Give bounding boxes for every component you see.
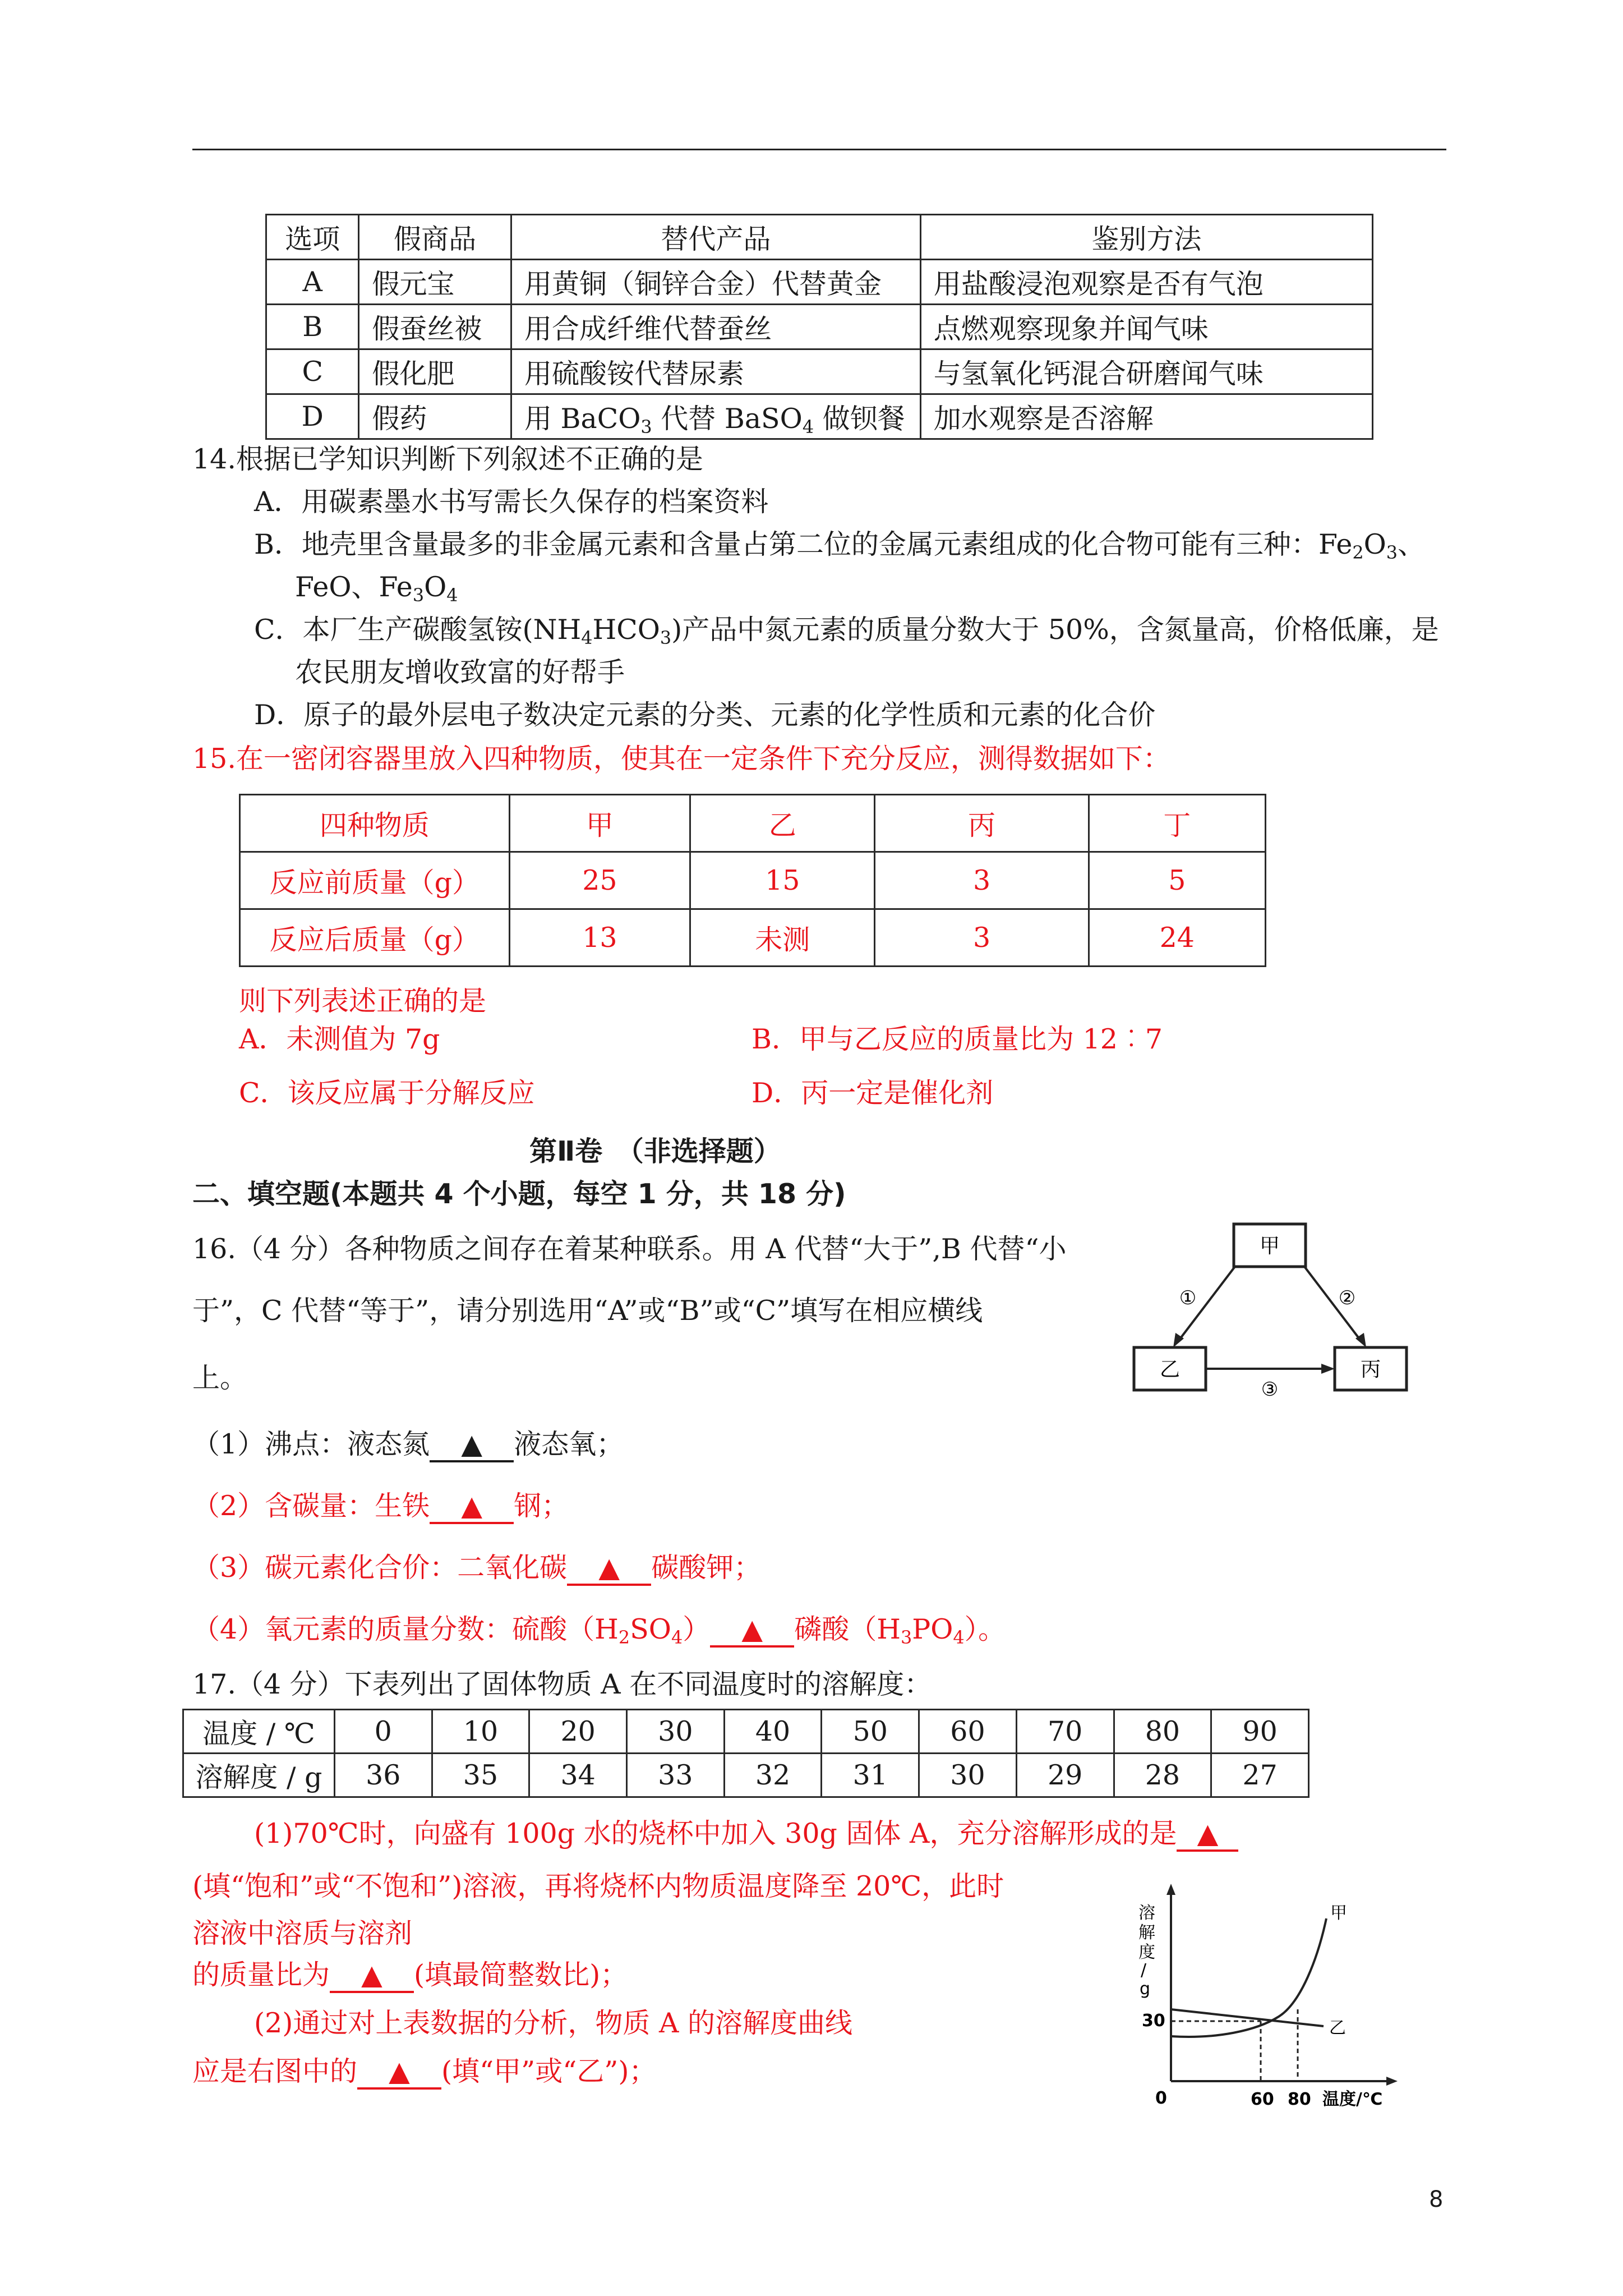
q14-option-d: D．原子的最外层电子数决定元素的分类、元素的化学性质和元素的化合价 — [254, 699, 1156, 731]
y-axis-label-4: / — [1141, 1961, 1147, 1980]
part2-title: 第Ⅱ卷 （非选择题） — [529, 1135, 781, 1167]
y-axis-label-2: 解 — [1138, 1923, 1155, 1943]
table-cell: 30 — [919, 1754, 1017, 1797]
y-tick-30: 30 — [1142, 2011, 1165, 2031]
q14-stem: 14.根据已学知识判断下列叙述不正确的是 — [192, 443, 703, 475]
table-cell: B — [266, 305, 359, 349]
table-cell: 用硫酸铵代替尿素 — [511, 349, 920, 394]
x-axis-arrow — [1386, 2077, 1398, 2086]
curve-jia-label: 甲 — [1330, 1903, 1347, 1923]
y-axis-label-1: 溶 — [1138, 1903, 1155, 1923]
table-cell: 未测 — [690, 909, 875, 967]
q14-option-b-cont: FeO、$Fe_3O_4$ — [295, 571, 458, 606]
q15-option-d: D．丙一定是催化剂 — [751, 1077, 994, 1109]
fake-goods-table — [265, 214, 1373, 440]
y-axis-arrow — [1166, 1884, 1175, 1895]
section-title: 二、填空题(本题共 4 个小题，每空 1 分，共 18 分) — [192, 1178, 846, 1210]
curve-jia — [1171, 1918, 1326, 2037]
table-header-cell: 溶解度 / g — [183, 1754, 335, 1797]
table-header-cell: 替代产品 — [511, 215, 920, 260]
table-cell: 34 — [529, 1754, 627, 1797]
curve-yi-label: 乙 — [1329, 2018, 1346, 2038]
q14-option-c: C．本厂生产碳酸氢铵$(NH_4HCO_3)$产品中氮元素的质量分数大于 50%，含氮量高，价格低廉，是 — [254, 614, 1439, 648]
arrow-2-label: ② — [1338, 1287, 1356, 1309]
node-bing-label: 丙 — [1360, 1358, 1381, 1381]
table-cell: 29 — [1016, 1754, 1114, 1797]
answer-blank[interactable]: ▲ — [710, 1614, 794, 1648]
x-tick-60: 60 — [1251, 2090, 1274, 2109]
table-cell: 60 — [919, 1710, 1017, 1754]
y-axis-label-5: g — [1140, 1979, 1151, 1999]
table-cell: 32 — [724, 1754, 822, 1797]
table-cell: 点燃观察现象并闻气味 — [920, 305, 1372, 349]
relation-diagram — [1127, 1217, 1419, 1402]
table-cell: 90 — [1211, 1710, 1309, 1754]
q15-option-c: C．该反应属于分解反应 — [239, 1077, 535, 1109]
q17-p2-line1: (2)通过对上表数据的分析，物质 A 的溶解度曲线 — [254, 2007, 852, 2039]
q17-p2-line2: 应是右图中的 ▲ (填“甲”或“乙”)； — [192, 2053, 656, 2090]
q14-option-c-cont: 农民朋友增收致富的好帮手 — [295, 656, 625, 688]
table-header-cell: 温度 / ℃ — [183, 1710, 335, 1754]
q16-stem-2: 于”，C 代替“等于”，请分别选用“A”或“B”或“C”填写在相应横线 — [192, 1295, 983, 1327]
q16-item-2: （2）含碳量：生铁 ▲ 钢； — [192, 1488, 569, 1525]
q16-item-4: （4）氧元素的质量分数：硫酸$(H_2SO_4)$ ▲ 磷酸$(H_3PO_4)$。 — [192, 1613, 1006, 1648]
solubility-graph — [1133, 1879, 1447, 2115]
table-cell: D — [266, 394, 359, 439]
answer-blank[interactable]: ▲ — [567, 1552, 651, 1586]
table-cell: 3 — [875, 852, 1089, 909]
q15-table — [239, 794, 1266, 967]
table-cell: 3 — [875, 909, 1089, 967]
table-cell: 27 — [1211, 1754, 1309, 1797]
q16-item-1: （1）沸点：液态氮 ▲ 液态氧； — [192, 1426, 624, 1463]
table-cell: 0 — [334, 1710, 432, 1754]
table-header-cell: 乙 — [690, 795, 875, 852]
q17-p1-line1: (1)70℃时，向盛有 100g 水的烧杯中加入 30g 固体 A，充分溶解形成的是 ▲ — [254, 1815, 1238, 1852]
q15-option-a: A．未测值为 7g — [239, 1023, 440, 1055]
table-cell: 28 — [1114, 1754, 1211, 1797]
answer-blank[interactable]: ▲ — [1177, 1818, 1238, 1852]
table-cell: 50 — [822, 1710, 919, 1754]
table-cell: 15 — [690, 852, 875, 909]
arrow-3-label: ③ — [1261, 1378, 1279, 1401]
node-jia-label: 甲 — [1259, 1235, 1280, 1258]
table-cell: 加水观察是否溶解 — [920, 394, 1372, 439]
table-cell: 假化肥 — [359, 349, 511, 394]
table-cell: 36 — [334, 1754, 432, 1797]
page-number: 8 — [1429, 2187, 1444, 2212]
table-cell: 30 — [627, 1710, 725, 1754]
table-cell: 80 — [1114, 1710, 1211, 1754]
table-cell: 反应前质量（g） — [240, 852, 510, 909]
table-cell: 反应后质量（g） — [240, 909, 510, 967]
curve-yi — [1171, 2009, 1324, 2026]
q17-p1-line4: 的质量比为 ▲ (填最简整数比)； — [192, 1957, 628, 1994]
table-header-cell: 假商品 — [359, 215, 511, 260]
x-axis-label: 温度/℃ — [1322, 2090, 1383, 2109]
header-rule — [192, 149, 1446, 150]
answer-blank[interactable]: ▲ — [330, 1959, 414, 1993]
table-cell: 与氢氧化钙混合研磨闻气味 — [920, 349, 1372, 394]
x-tick-80: 80 — [1288, 2090, 1311, 2109]
q15-option-b: B．甲与乙反应的质量比为 12︰7 — [751, 1023, 1163, 1055]
table-cell: 33 — [627, 1754, 725, 1797]
table-cell: 20 — [529, 1710, 627, 1754]
q17-p1-line3: 溶液中溶质与溶剂 — [192, 1917, 413, 1949]
table-cell: 31 — [822, 1754, 919, 1797]
origin-label: 0 — [1155, 2088, 1167, 2108]
q16-stem-1: 16.（4 分）各种物质之间存在着某种联系。用 A 代替“大于”,B 代替“小 — [192, 1233, 1067, 1265]
table-cell: 假蚕丝被 — [359, 305, 511, 349]
answer-blank[interactable]: ▲ — [430, 1490, 514, 1524]
q14-option-b: B．地壳里含量最多的非金属元素和含量占第二位的金属元素组成的化合物可能有三种：$Fe_2O_3$、 — [254, 528, 1426, 563]
table-cell: A — [266, 260, 359, 305]
q16-stem-3: 上。 — [192, 1362, 248, 1394]
q17-p1-line2: (填“饱和”或“不饱和”)溶液，再将烧杯内物质温度降至 20℃，此时 — [192, 1870, 1004, 1902]
table-cell: 10 — [432, 1710, 529, 1754]
table-cell: 假元宝 — [359, 260, 511, 305]
table-cell: 用盐酸浸泡观察是否有气泡 — [920, 260, 1372, 305]
table-cell: 35 — [432, 1754, 529, 1797]
table-cell: 25 — [509, 852, 690, 909]
table-header-cell: 丙 — [875, 795, 1089, 852]
y-axis-label-3: 度 — [1138, 1943, 1155, 1962]
table-cell: 13 — [509, 909, 690, 967]
table-cell: 24 — [1089, 909, 1265, 967]
table-header-cell: 四种物质 — [240, 795, 510, 852]
arrow-3-head — [1321, 1364, 1335, 1374]
arrow-1-label: ① — [1179, 1287, 1197, 1309]
table-header-cell: 甲 — [509, 795, 690, 852]
table-cell: 假药 — [359, 394, 511, 439]
answer-blank[interactable]: ▲ — [430, 1429, 514, 1462]
q16-item-3: （3）碳元素化合价：二氧化碳 ▲ 碳酸钾； — [192, 1549, 761, 1586]
solubility-table — [182, 1709, 1310, 1798]
table-cell: 用 BaCO$_3$ 代替 BaSO$_4$ 做钡餐 — [511, 394, 920, 439]
q14-option-a: A．用碳素墨水书写需长久保存的档案资料 — [254, 486, 769, 518]
table-cell: 用合成纤维代替蚕丝 — [511, 305, 920, 349]
table-cell: C — [266, 349, 359, 394]
table-header-cell: 丁 — [1089, 795, 1265, 852]
table-cell: 70 — [1016, 1710, 1114, 1754]
q17-stem: 17.（4 分）下表列出了固体物质 A 在不同温度时的溶解度： — [192, 1668, 932, 1700]
table-header-cell: 选项 — [266, 215, 359, 260]
q15-stem: 15.在一密闭容器里放入四种物质，使其在一定条件下充分反应，测得数据如下： — [192, 743, 1170, 775]
table-cell: 40 — [724, 1710, 822, 1754]
table-cell: 用黄铜（铜锌合金）代替黄金 — [511, 260, 920, 305]
node-yi-label: 乙 — [1159, 1358, 1181, 1381]
table-header-cell: 鉴别方法 — [920, 215, 1372, 260]
table-cell: 5 — [1089, 852, 1265, 909]
answer-blank[interactable]: ▲ — [357, 2056, 441, 2090]
q15-prompt: 则下列表述正确的是 — [239, 985, 487, 1017]
